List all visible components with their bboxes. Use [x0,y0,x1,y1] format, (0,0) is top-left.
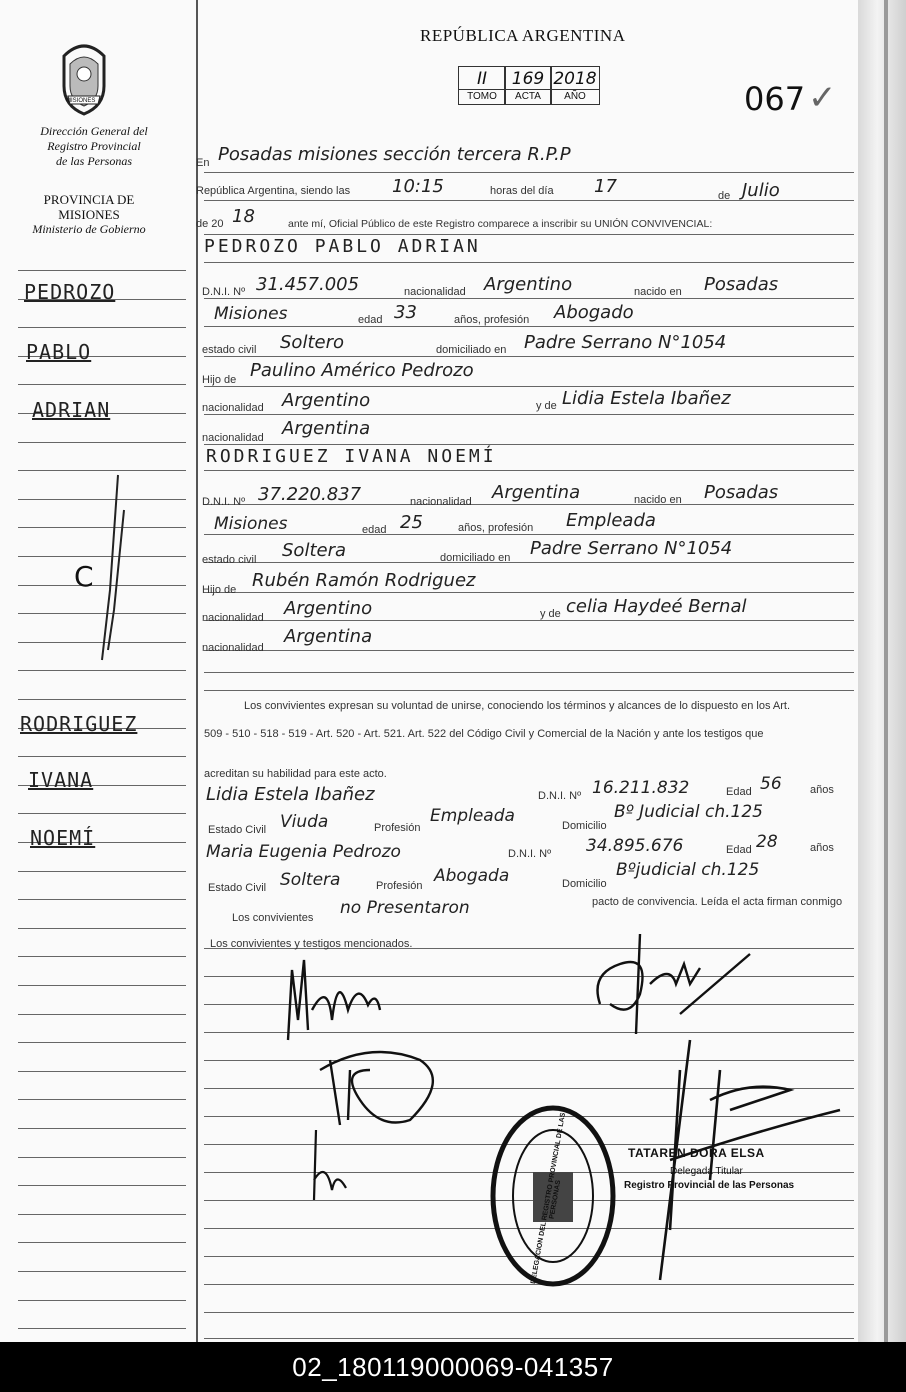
margin-first-name-1: PABLO [26,340,92,364]
person2-born: Posadas [704,482,779,503]
person1-age-label: edad [358,314,383,326]
ruled-line [204,1312,854,1313]
anio-value: 2018 [551,67,599,90]
signature-5 [640,1030,850,1290]
office-name [14,124,174,169]
ruled-line [204,650,854,651]
registry-stamp [488,1104,618,1288]
ruled-line [204,470,854,471]
person2-age-label: edad [362,524,387,536]
person2-dom-label: domiciliado en [440,552,511,564]
convivientes-value: no Presentaron [340,898,470,918]
person2-father-nat-label: nacionalidad [202,612,264,624]
ruled-line [18,1071,186,1072]
witness2-civil: Soltera [280,870,341,890]
acta-box [504,66,552,105]
anio-label: AÑO [564,91,586,102]
stamp-ring-text: DELEGACION DEL REGISTRO PROVINCIAL DE LAS PERSONAS [530,1112,568,1285]
official-role: Delegada Titular [670,1166,743,1177]
person1-prof-label: años, profesión [454,314,530,326]
ruled-line [18,1214,186,1215]
person1-mother-nat-label: nacionalidad [202,432,264,444]
ruled-line [18,1242,186,1243]
person2-age: 25 [400,512,423,533]
witness2-dom: Bºjudicial ch.125 [616,860,760,880]
acta-label: ACTA [515,91,541,102]
person1-mother-nat: Argentina [282,418,371,439]
witness1-prof: Empleada [430,806,515,826]
person1-father-nat: Argentino [282,390,371,411]
pact-text: pacto de convivencia. Leída el acta firman conmigo [592,896,843,908]
witness2-name: Maria Eugenia Pedrozo [206,842,401,862]
ruled-line [204,534,854,535]
person2-born-label: nacido en [634,494,682,506]
ruled-line [18,1042,186,1043]
ruled-line [204,690,854,691]
person2-nat-label: nacionalidad [410,496,472,508]
person2-civil: Soltera [282,540,347,561]
hours-value: 10:15 [392,176,444,197]
ruled-line [18,1157,186,1158]
person1-born2: Misiones [214,304,288,324]
document-id-bar: 02_180119000069-041357 [0,1342,906,1392]
ruled-line [18,327,186,328]
ruled-line [18,928,186,929]
witness2-prof: Abogada [434,866,510,886]
anio-box [550,66,600,105]
witness2-dni: 34.895.676 [586,836,684,856]
ruled-line [204,592,854,593]
ruled-line [204,262,854,263]
office-line-3: de las Personas [56,154,132,168]
ruled-line [18,813,186,814]
official-name: TATAREN DORA ELSA [628,1146,765,1160]
signature-2 [300,1030,470,1130]
witness1-dni: 16.211.832 [592,778,690,798]
year-prefix-label: de 20 [196,218,224,230]
person2-father: Rubén Ramón Rodriguez [252,570,476,591]
legal-line-2: 509 - 510 - 518 - 519 - Art. 520 - Art. 521. Art. 522 del Código Civil y Comercial de la Nación y ante los testigos que [204,728,764,740]
person1-son-label: Hijo de [202,374,237,386]
ruled-line [18,1099,186,1100]
ruled-line [18,756,186,757]
folio-number: 067 [744,80,806,118]
person2-son-label: Hijo de [202,584,237,596]
witness1-civil: Viuda [280,812,329,832]
person2-mother-nat-label: nacionalidad [202,642,264,654]
place-value: Posadas misiones sección tercera R.P.P [218,144,571,165]
margin-surname-2: RODRIGUEZ [20,712,138,736]
person1-dni: 31.457.005 [256,274,360,295]
convivientes-label: Los convivientes [232,912,314,924]
ruled-line [18,1185,186,1186]
year-value: 18 [232,206,255,227]
person2-mother: celia Haydeé Bernal [566,596,747,617]
person1-and-label: y de [536,400,557,412]
person2-nat: Argentina [492,482,581,503]
person1-father-nat-label: nacionalidad [202,402,264,414]
office-line-1: Dirección General del [40,124,148,138]
ruled-line [18,1300,186,1301]
person1-name: PEDROZO PABLO ADRIAN [204,236,481,257]
tomo-label: TOMO [467,91,497,102]
witness1-dni-label: D.N.I. Nº [538,790,582,802]
column-divider [196,0,198,1342]
province-name [14,192,164,237]
country-title: REPÚBLICA ARGENTINA [420,26,626,45]
ruled-line [204,326,854,327]
margin-vertical-mark [88,470,128,670]
ruled-line [18,270,186,271]
witness2-dni-label: D.N.I. Nº [508,848,552,860]
province-seal [54,40,114,118]
witness1-years: años [810,784,834,796]
person1-civil: Soltero [280,332,344,353]
person2-and-label: y de [540,608,561,620]
hours-label: horas del día [490,185,554,197]
ruled-line [204,620,854,621]
person2-dni: 37.220.837 [258,484,362,505]
margin-middle-name-1: ADRIAN [32,398,111,422]
ruled-line [18,899,186,900]
witness2-prof-label: Profesión [376,880,423,892]
margin-first-name-2: IVANA [28,768,94,792]
witness1-prof-label: Profesión [374,822,421,834]
month-de-label: de [718,190,731,202]
person2-name: RODRIGUEZ IVANA NOEMÍ [206,446,497,467]
day-value: 17 [594,176,617,197]
ruled-line [204,672,854,673]
person2-prof: Empleada [566,510,656,531]
ministry-name: Ministerio de Gobierno [32,222,146,236]
office-line-2: Registro Provincial [47,139,141,153]
person2-prof-label: años, profesión [458,522,534,534]
witness2-age-label: Edad [726,844,752,856]
person1-dom-label: domiciliado en [436,344,507,356]
tomo-box [458,66,506,105]
ruled-line [18,871,186,872]
ruled-line [204,444,854,445]
province-line-2: MISIONES [58,207,120,222]
witness2-civil-label: Estado Civil [208,882,267,894]
ruled-line [18,442,186,443]
binding-spine [858,0,906,1342]
legal-line-3: acreditan su habilidad para este acto. [204,768,387,780]
witness1-age-label: Edad [726,786,752,798]
closing-line-2: Los convivientes y testigos mencionados. [210,938,413,950]
folio-check: ✓ [808,78,837,118]
signature-3 [296,1120,376,1210]
ruled-line [204,234,854,235]
statement-text: ante mí, Oficial Público de este Registro comparece a inscribir su UNIÓN CONVIVENCIAL: [288,218,713,230]
witness1-dom-label: Domicilio [562,820,607,832]
person1-nat-label: nacionalidad [404,286,466,298]
witness1-age: 56 [760,774,782,794]
ruled-line [18,1128,186,1129]
person1-born: Posadas [704,274,779,295]
ruled-line [204,356,854,357]
ruled-line [18,699,186,700]
seal-text: MISIONES [66,98,96,104]
ruled-line [18,1328,186,1329]
official-office: Registro Provincial de las Personas [624,1180,795,1191]
ruled-line [204,1338,854,1339]
person1-father: Paulino Américo Pedrozo [250,360,474,381]
legal-line-1: Los convivientes expresan su voluntad de unirse, conociendo los términos y alcances de lo dispuesto en los Art. [244,700,791,712]
person1-dom: Padre Serrano N°1054 [524,332,727,353]
spine-edge [884,0,888,1342]
province-line-1: PROVINCIA DE [43,192,135,207]
ruled-line [18,384,186,385]
ruled-line [18,1014,186,1015]
ruled-line [18,670,186,671]
person1-civil-label: estado civil [202,344,257,356]
person1-prof: Abogado [554,302,634,323]
ruled-line [18,956,186,957]
acta-value: 169 [505,67,551,90]
witness1-civil-label: Estado Civil [208,824,267,836]
witness1-name: Lidia Estela Ibañez [206,784,375,805]
ruled-line [204,298,854,299]
person2-mother-nat: Argentina [284,626,373,647]
republic-label: República Argentina, siendo las [196,185,351,197]
person1-mother: Lidia Estela Ibañez [562,388,731,409]
en-label: En [196,157,210,169]
witness1-dom: Bº Judicial ch.125 [614,802,763,822]
witness2-dom-label: Domicilio [562,878,607,890]
person2-dni-label: D.N.I. Nº [202,496,246,508]
person2-dom: Padre Serrano N°1054 [530,538,733,559]
witness2-age: 28 [756,832,778,852]
person1-dni-label: D.N.I. Nº [202,286,246,298]
ruled-line [18,985,186,986]
person1-age: 33 [394,302,417,323]
margin-mark: C [74,560,94,593]
ruled-line [204,386,854,387]
witness2-years: años [810,842,834,854]
margin-surname-1: PEDROZO [24,280,116,304]
person2-civil-label: estado civil [202,554,257,566]
tomo-value: II [459,67,505,90]
person1-born-label: nacido en [634,286,682,298]
person1-nat: Argentino [484,274,573,295]
person2-father-nat: Argentino [284,598,373,619]
margin-middle-name-2: NOEMÍ [30,826,96,850]
ruled-line [204,562,854,563]
person2-born2: Misiones [214,514,288,534]
signature-4 [580,924,760,1044]
ruled-line [18,1271,186,1272]
month-value: Julio [742,180,780,201]
ruled-line [204,414,854,415]
ruled-line [204,172,854,173]
